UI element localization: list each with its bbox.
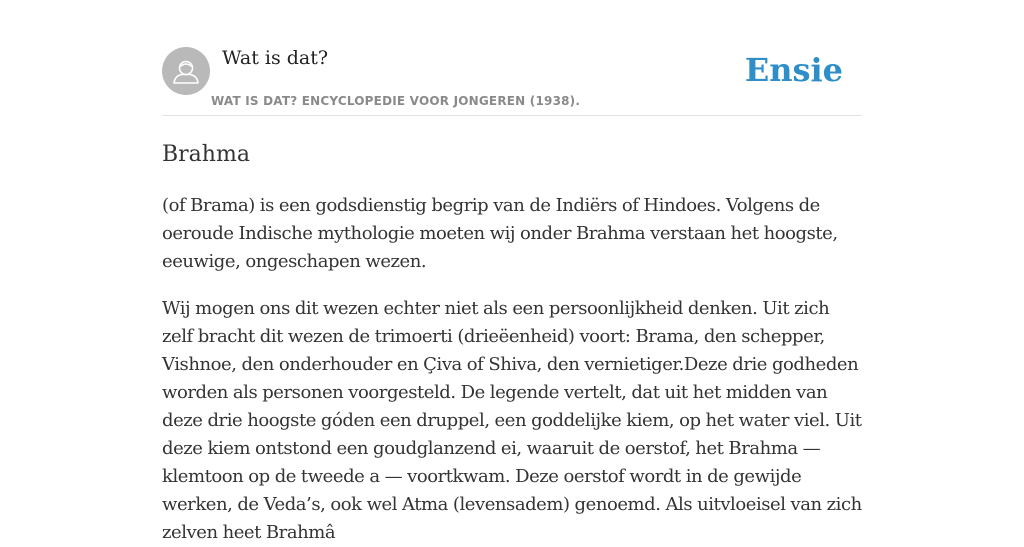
article-paragraph: Wij mogen ons dit wezen echter niet als een persoonlijkheid denken. Uit zich zelf bracht dit wezen de trimoerti (drieëenheid) voort: Brama, den schepper, Vishnoe, den onderhouder en Çiva of Shiva, den vernietiger.Deze drie godheden worden als personen voorgesteld. De legende vertelt, dat uit het midden van deze drie hoogste góden een druppel, een goddelijke kiem, op het water viel. Uit deze kiem ontstond een goudglanzend ei, waaruit de oerstof, het Brahma — klemtoon op de tweede a — voortkwam. Deze oerstof wordt in de gewijde werken, de Veda’s, ook wel Atma (levensadem) genoemd. Als uitvloeisel van zich zelven heet Brahmâ [162,298,862,543]
source-title[interactable]: Wat is dat? [222,47,329,69]
source-header [162,0,862,116]
page [162,0,862,547]
entry-title: Brahma [162,142,250,167]
avatar [162,47,210,95]
ensie-logo-link[interactable]: Ensie [744,51,843,89]
user-silhouette-icon [162,47,210,95]
article-paragraph: (of Brama) is een godsdienstig begrip van de Indiërs of Hindoes. Volgens de oeroude Indische mythologie moeten wij onder Brahma verstaan het hoogste, eeuwige, ongeschapen wezen. [162,195,838,272]
source-subtitle[interactable]: WAT IS DAT? ENCYCLOPEDIE VOOR JONGEREN (1938). [211,94,581,108]
